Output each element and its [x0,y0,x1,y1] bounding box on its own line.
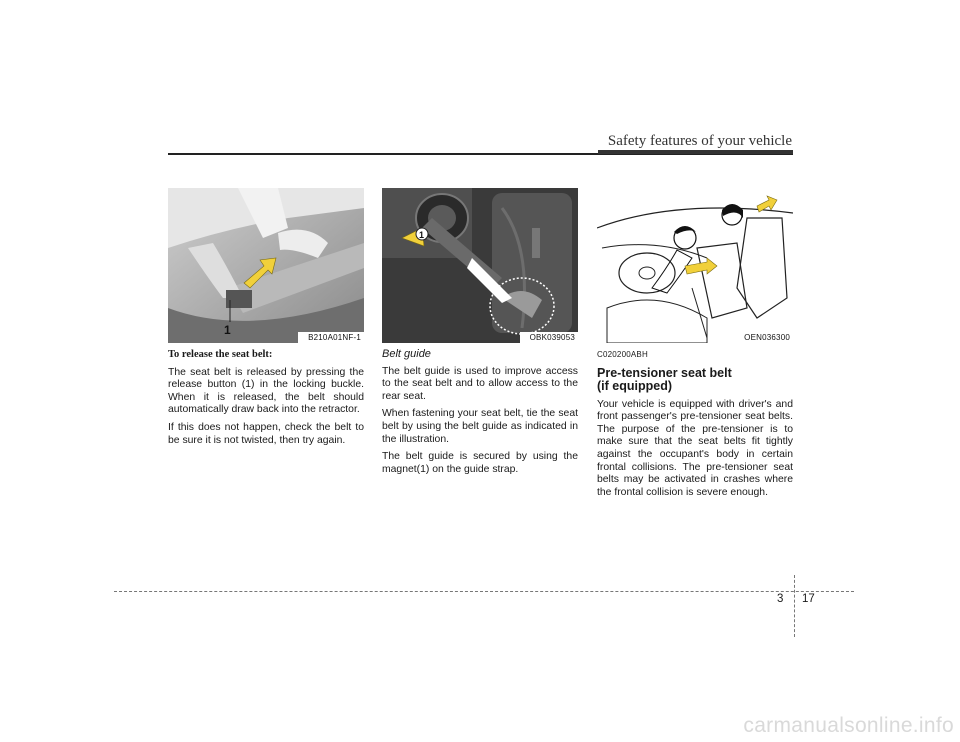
figure-callout-1: 1 [224,323,231,337]
section-title-line2: (if equipped) [597,379,672,394]
paragraph: The belt guide is secured by using the magnet(1) on the guide strap. [382,451,578,475]
column-belt-guide [382,348,578,481]
figure-caption: OBK039053 [520,332,578,343]
figure-seat-belt-release [168,188,364,343]
figure-pre-tensioner [597,188,793,343]
column-release-seat-belt [168,349,364,452]
section-title-line1: Pre-tensioner seat belt [597,365,732,380]
header-accent-bar [598,150,793,154]
figure-caption: OEN036300 [734,332,793,343]
figure-callout-1: 1 [419,230,425,240]
column-pre-tensioner [597,349,793,504]
watermark: carmanualsonline.info [743,714,954,737]
page-number: 17 [802,593,815,605]
subheading: Belt guide [382,348,431,360]
figure-caption: B210A01NF-1 [298,332,364,343]
footer-vertical-divider [794,575,795,637]
paragraph: If this does not happen, check the belt to be sure it is not twisted, then try again. [168,421,364,446]
page-header-title: Safety features of your vehicle [607,133,792,149]
paragraph: The seat belt is released by pressing the release button (1) in the locking buckle. When it is released, the belt should automatically draw back into the retractor. [168,366,364,416]
paragraph: Your vehicle is equipped with driver's and front passenger's pre-tensioner seat belts. The purpose of the pre-tensioner is to make sure that the seat belts fit tightly against the occupant's body in certain frontal collisions. The pre-tensioner seat belts may be activated in crashes where the frontal collision is severe enough. [597,398,793,498]
page-chapter-number: 3 [777,593,784,605]
subheading: To release the seat belt: [168,349,273,360]
figure-belt-guide [382,188,578,343]
section-code: C020200ABH [597,350,648,359]
section-title [597,367,793,394]
footer-divider [114,591,854,592]
belt-guide-illustration [382,188,578,343]
pre-tensioner-illustration [597,188,793,343]
paragraph: When fastening your seat belt, tie the seat belt by using the belt guide as indicated in the illustration. [382,408,578,445]
paragraph: The belt guide is used to improve access to the seat belt and to allow access to the rear seat. [382,365,578,402]
seat-belt-release-illustration [168,188,364,343]
